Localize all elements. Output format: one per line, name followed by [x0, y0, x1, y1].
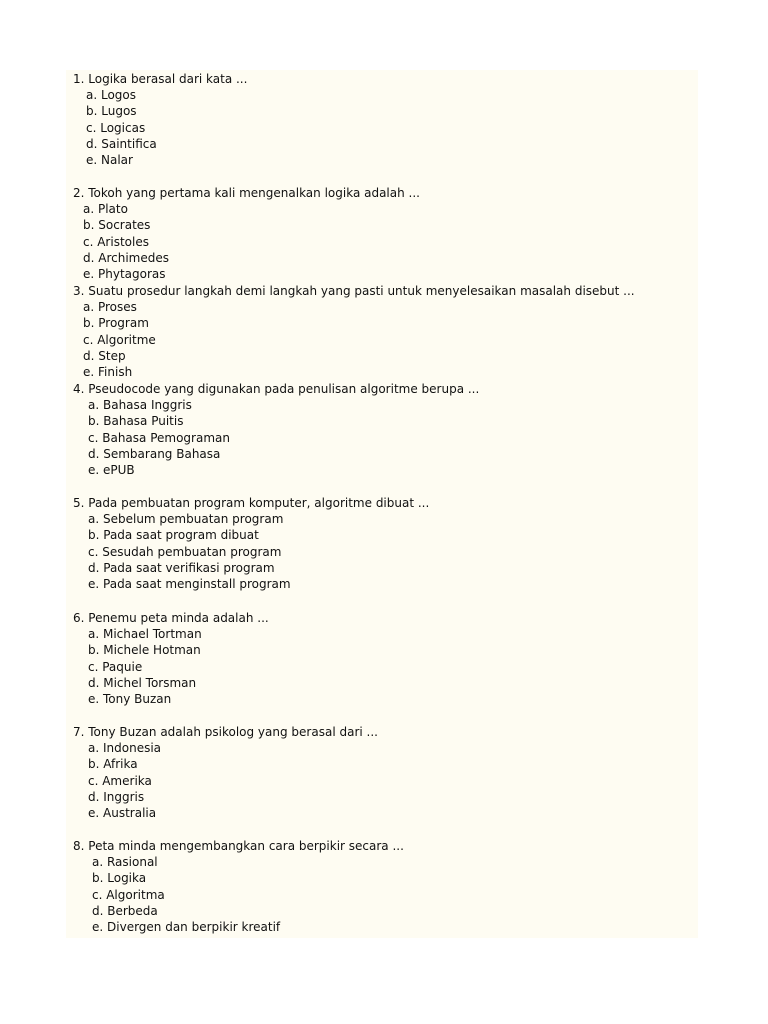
question-1	[66, 71, 698, 168]
option-c: c. Amerika	[88, 773, 152, 788]
option-a: a. Bahasa Inggris	[88, 398, 192, 413]
question-7	[66, 724, 698, 821]
option-b: b. Program	[83, 316, 149, 331]
option-a: a. Sebelum pembuatan program	[88, 512, 284, 527]
option-b: b. Bahasa Puitis	[88, 414, 184, 429]
option-b: b. Lugos	[86, 104, 137, 119]
question-8	[66, 838, 698, 935]
option-d: d. Berbeda	[92, 903, 158, 918]
option-d: d. Step	[83, 348, 126, 363]
option-d: d. Archimedes	[83, 250, 169, 265]
option-e: e. Nalar	[86, 152, 133, 167]
option-b: b. Afrika	[88, 757, 138, 772]
option-b: b. Logika	[92, 871, 147, 886]
option-a: a. Indonesia	[88, 741, 162, 756]
option-b: b. Michele Hotman	[88, 643, 201, 658]
option-d: d. Inggris	[88, 789, 145, 804]
question-text: 4. Pseudocode yang digunakan pada penulisan algoritme berupa ...	[73, 382, 480, 396]
option-b: b. Socrates	[83, 218, 151, 233]
option-e: e. Tony Buzan	[88, 691, 172, 706]
option-c: c. Paquie	[88, 659, 143, 674]
option-e: e. Finish	[83, 364, 133, 379]
option-c: c. Algoritma	[92, 887, 165, 902]
option-a: a. Michael Tortman	[88, 627, 202, 642]
option-a: a. Plato	[83, 202, 128, 217]
option-c: c. Sesudah pembuatan program	[88, 544, 282, 559]
option-b: b. Pada saat program dibuat	[88, 528, 259, 543]
option-d: d. Sembarang Bahasa	[88, 446, 221, 461]
quiz-document	[66, 70, 698, 938]
option-a: a. Rasional	[92, 855, 158, 870]
question-text: 3. Suatu prosedur langkah demi langkah yang pasti untuk menyelesaikan masalah disebut ...	[73, 284, 635, 298]
question-text: 8. Peta minda mengembangkan cara berpikir secara ...	[73, 839, 404, 853]
option-e: e. Divergen dan berpikir kreatif	[92, 919, 281, 934]
question-5	[66, 495, 698, 592]
question-text: 6. Penemu peta minda adalah ...	[73, 611, 269, 625]
option-a: a. Proses	[83, 300, 137, 315]
option-e: e. ePUB	[88, 462, 135, 477]
option-e: e. Phytagoras	[83, 266, 166, 281]
option-d: d. Pada saat verifikasi program	[88, 560, 275, 575]
option-e: e. Pada saat menginstall program	[88, 576, 291, 591]
question-4	[66, 381, 698, 478]
question-text: 2. Tokoh yang pertama kali mengenalkan logika adalah ...	[73, 186, 420, 200]
question-2	[66, 185, 698, 282]
option-c: c. Bahasa Pemograman	[88, 430, 230, 445]
question-text: 5. Pada pembuatan program komputer, algoritme dibuat ...	[73, 496, 430, 510]
option-d: d. Saintifica	[86, 136, 157, 151]
option-a: a. Logos	[86, 88, 137, 103]
option-c: c. Algoritme	[83, 332, 156, 347]
question-text: 7. Tony Buzan adalah psikolog yang berasal dari ...	[73, 725, 378, 739]
question-6	[66, 610, 698, 707]
option-e: e. Australia	[88, 805, 157, 820]
option-c: c. Aristoles	[83, 234, 149, 249]
option-c: c. Logicas	[86, 120, 146, 135]
question-3	[66, 283, 698, 380]
question-text: 1. Logika berasal dari kata ...	[73, 72, 248, 86]
option-d: d. Michel Torsman	[88, 675, 197, 690]
